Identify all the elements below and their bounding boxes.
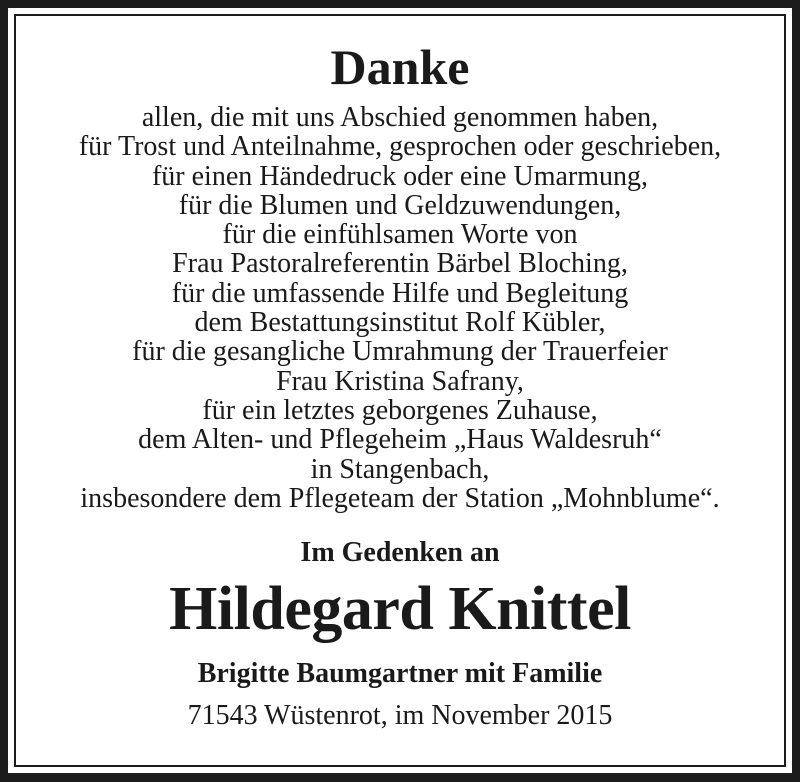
deceased-name: Hildegard Knittel — [169, 575, 631, 644]
mourning-family-line: Brigitte Baumgartner mit Familie — [197, 658, 603, 690]
thanks-line: für die gesangliche Umrahmung der Trauerfeier — [132, 336, 668, 368]
dedication-label: Im Gedenken an — [300, 537, 500, 569]
thanks-line: allen, die mit uns Abschied genommen haben, — [141, 102, 659, 133]
notice-content — [18, 18, 782, 763]
notice-paper — [8, 8, 792, 773]
thanks-line: in Stangenbach, — [310, 453, 490, 485]
thanks-line: für einen Händedruck oder eine Umarmung, — [151, 160, 649, 192]
thanks-line: Frau Kristina Safrany, — [276, 365, 524, 397]
thanks-line: insbesondere dem Pflegeteam der Station „Mohnblume“. — [80, 482, 720, 514]
place-date-line: 71543 Wüstenrot, im November 2015 — [187, 700, 613, 732]
thanks-line: für ein letztes geborgenes Zuhause, — [202, 394, 598, 426]
thanks-line: für die Blumen und Geldzuwendungen, — [178, 189, 622, 221]
thanks-line: dem Bestattungsinstitut Rolf Kübler, — [194, 307, 606, 339]
inner-border-rule — [14, 14, 786, 767]
thanks-line: Frau Pastoralreferentin Bärbel Bloching, — [172, 248, 628, 280]
notice-title: Danke — [330, 39, 470, 95]
thanks-line: für Trost und Anteilnahme, gesprochen oder geschrieben, — [78, 131, 722, 163]
thanks-line: für die umfassende Hilfe und Begleitung — [171, 277, 629, 309]
thanks-line: für die einfühlsamen Worte von — [222, 219, 578, 251]
thanks-text-block — [18, 103, 782, 513]
thanks-line: dem Alten- und Pflegeheim „Haus Waldesruh“ — [138, 424, 662, 456]
